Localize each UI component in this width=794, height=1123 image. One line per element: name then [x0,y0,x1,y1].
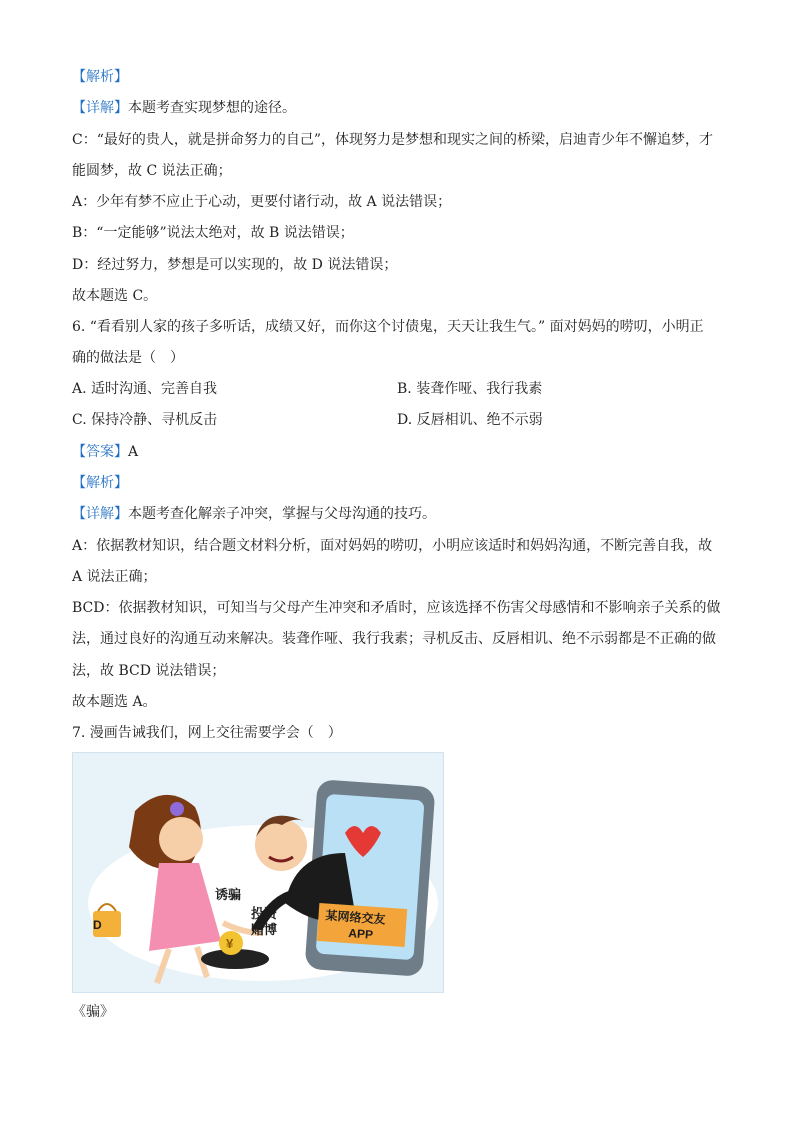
option-bcd-explanation-line-1: BCD：依据教材知识，可知当与父母产生冲突和矛盾时，应该选择不伤害父母感情和不影响亲子关系的做 [72,600,721,616]
detail-line [72,505,436,523]
option-c-explanation-line-2: 能圆梦，故 C 说法正确； [72,163,232,179]
app-label-line-2: APP [347,926,374,942]
cartoon-illustration [72,752,444,993]
option-a: A. 适时沟通、完善自我 [72,381,218,397]
option-d-explanation: D：经过努力，梦想是可以实现的，故 D 说法错误； [72,257,398,273]
option-c: C. 保持冷静、寻机反击 [72,412,218,428]
question-6-stem-line-2: 确的做法是（ ） [72,350,184,366]
option-a-explanation-line-2: A 说法正确； [72,569,157,585]
option-bcd-explanation-line-3: 法，故 BCD 说法错误； [72,663,226,679]
option-c-explanation-line-1: C：“最好的贵人，就是拼命努力的自己”，体现努力是梦想和现实之间的桥梁，启迪青少年不懈追梦，才 [72,132,714,148]
option-a-explanation-line-1: A：依据教材知识，结合题文材料分析，面对妈妈的唠叨，小明应该适时和妈妈沟通，不断完善自我，故 [72,538,713,554]
option-b-explanation: B：“一定能够”说法太绝对，故 B 说法错误； [72,225,354,241]
analysis-tag: 【解析】 [72,69,128,85]
answer-tag: 【答案】 [72,444,128,460]
question-6-stem-line-1: 6. “看看别人家的孩子多听话，成绩又好，而你这个讨债鬼，天天让我生气。” 面对妈妈的唠叨，小明正 [72,319,704,335]
detail-text: 本题考查化解亲子冲突，掌握与父母沟通的技巧。 [128,506,436,522]
cartoon-svg [73,753,444,993]
analysis-tag: 【解析】 [72,475,128,491]
detail-tag: 【详解】 [72,506,128,522]
bag-letter: D [93,918,102,932]
label-gamble: 赌博 [251,922,278,937]
coin-symbol: ¥ [226,936,234,951]
option-d: D. 反唇相讥、绝不示弱 [397,412,543,428]
detail-text: 本题考查实现梦想的途径。 [128,100,296,116]
option-b: B. 装聋作哑、我行我素 [397,381,543,397]
label-lure: 诱骗 [215,887,242,902]
conclusion: 故本题选 A。 [72,694,157,710]
label-invest: 投资 [251,906,278,921]
app-label-line-1: 某网络交友 [325,908,386,927]
conclusion: 故本题选 C。 [72,288,158,304]
option-a-explanation: A：少年有梦不应止于心动，更要付诸行动，故 A 说法错误； [72,194,452,210]
option-bcd-explanation-line-2: 法，通过良好的沟通互动来解决。装聋作哑、我行我素；寻机反击、反唇相讥、绝不示弱都是不正确的做 [72,631,716,647]
detail-line [72,99,296,117]
answer-line [72,443,138,461]
detail-tag: 【详解】 [72,100,128,116]
question-7-stem: 7. 漫画告诫我们，网上交往需要学会（ ） [72,725,342,741]
answer-value: A [128,444,139,460]
cartoon-caption: 《骗》 [72,1004,114,1020]
